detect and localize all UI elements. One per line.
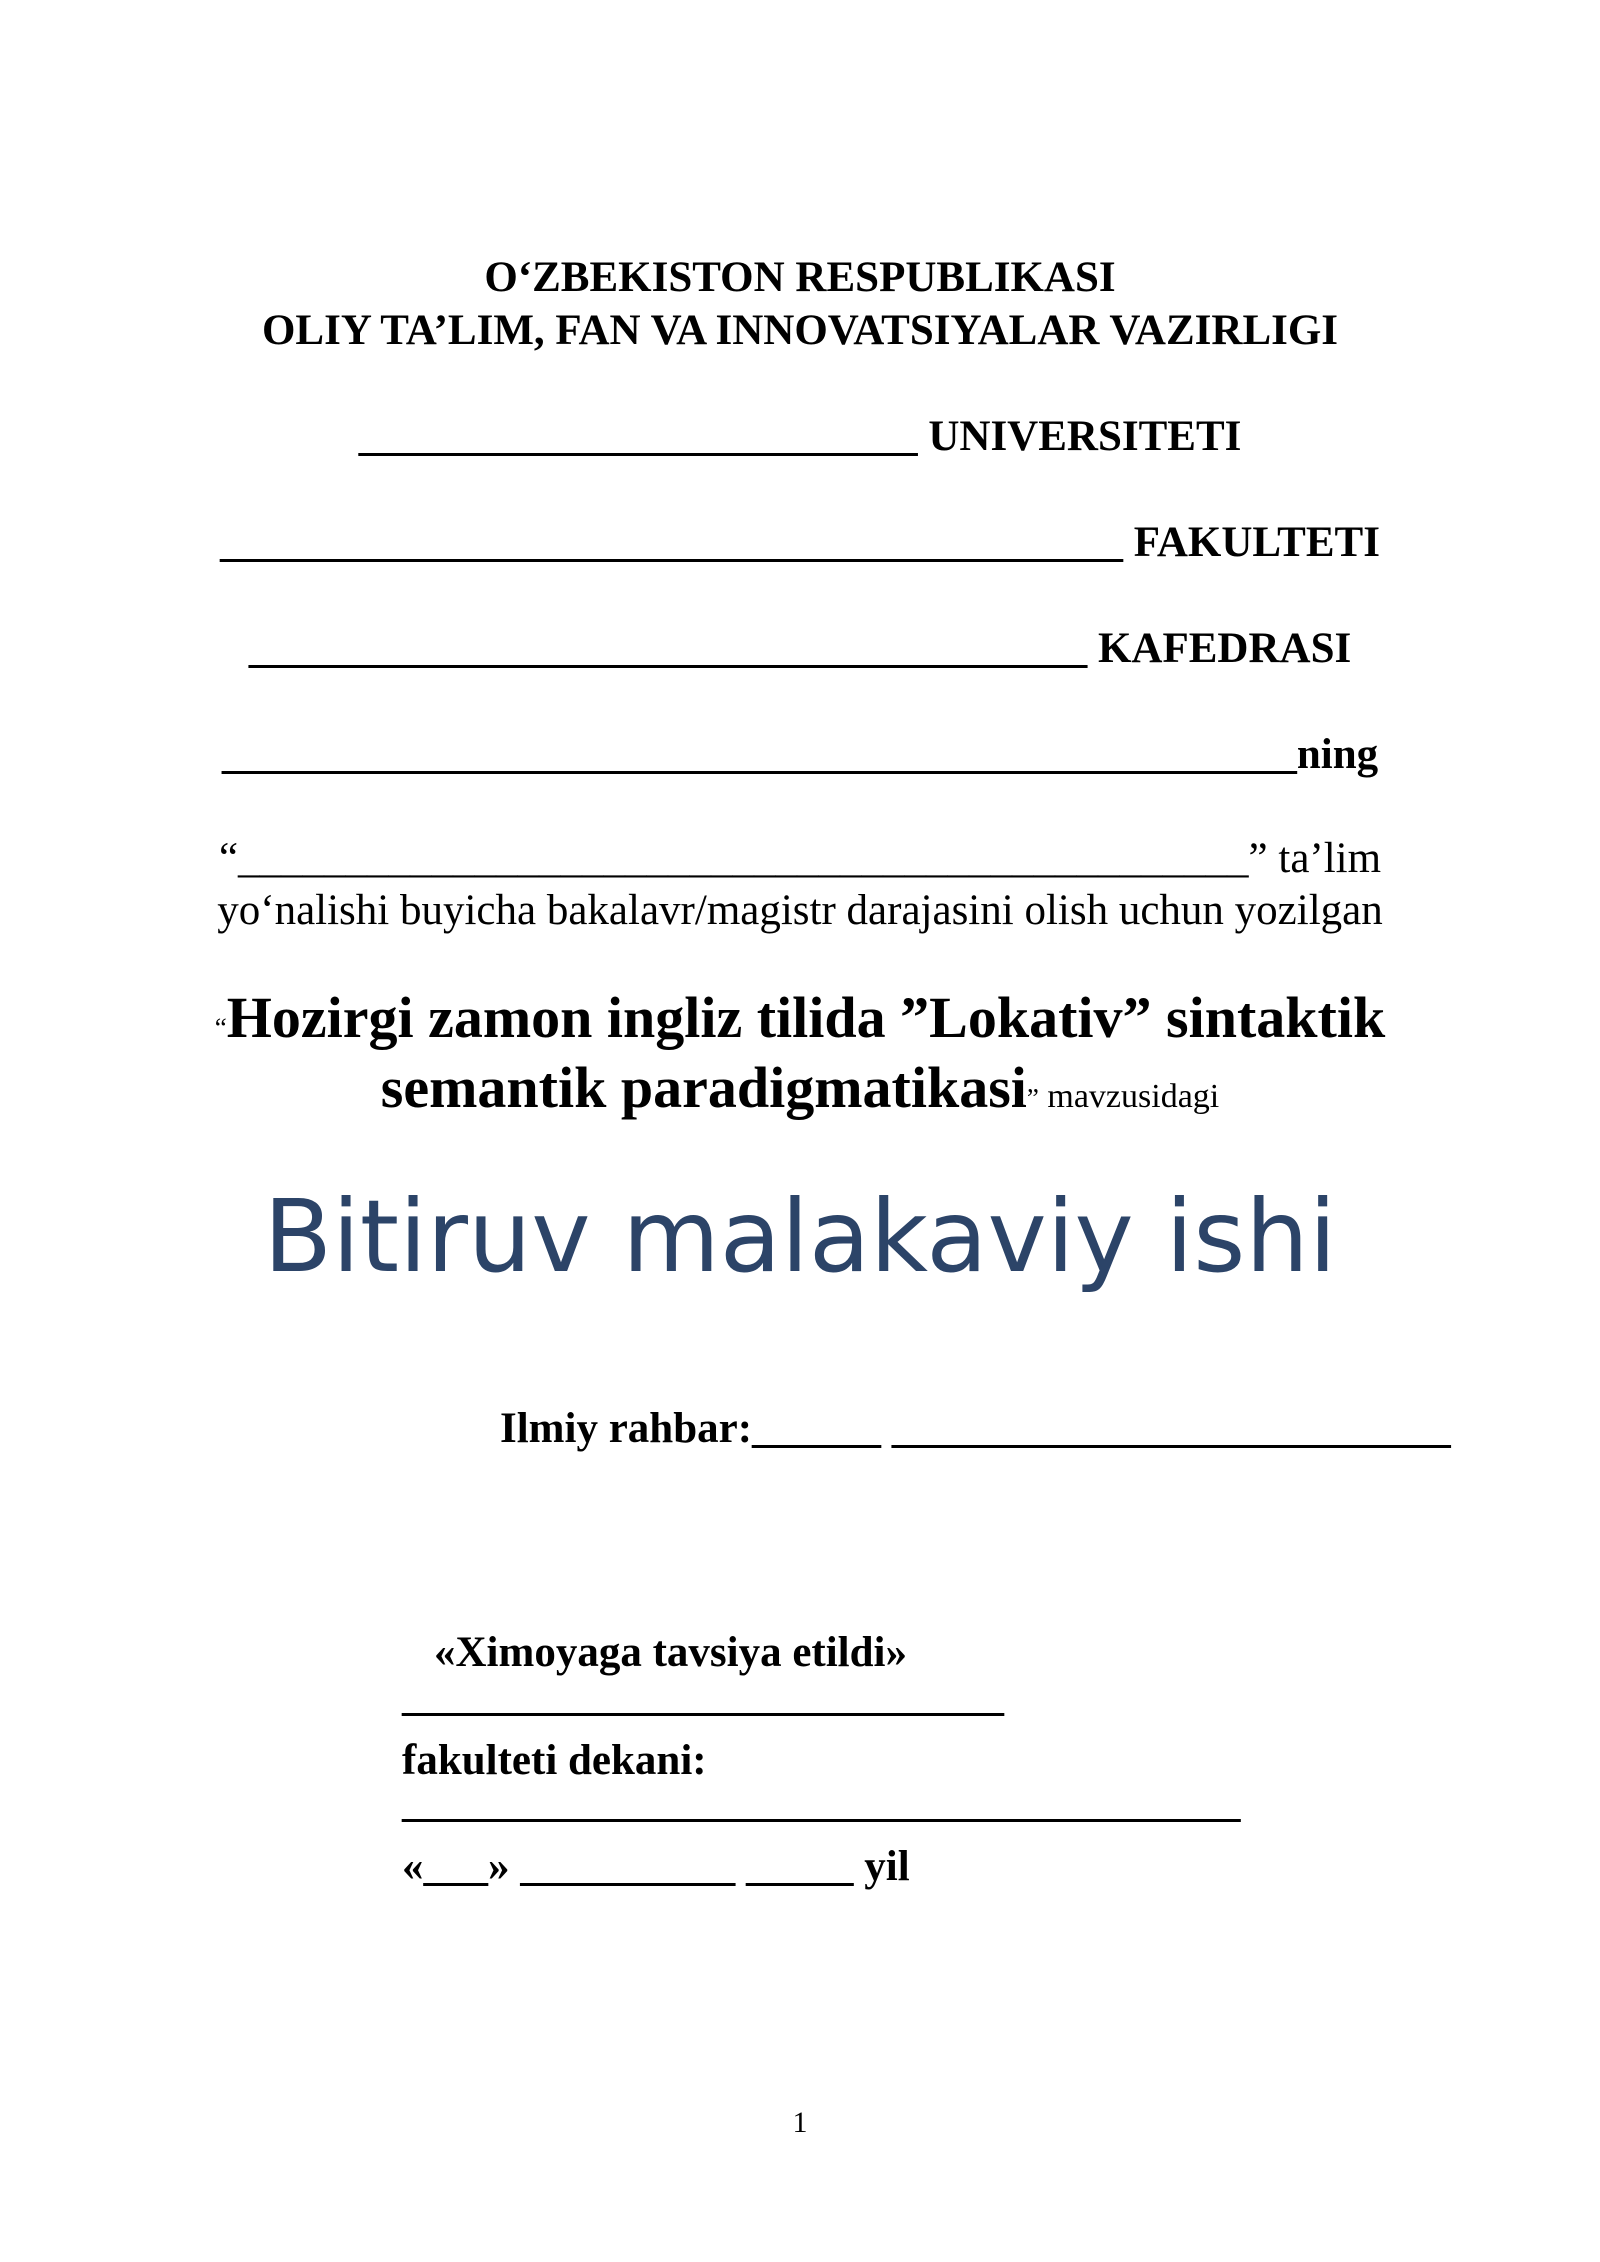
department-label: KAFEDRASI [1087, 625, 1352, 672]
direction-close-text: ” ta’lim [1248, 835, 1382, 882]
recommended-label: «Ximoyaga tavsiya etildi» [434, 1629, 907, 1676]
supervisor-label: Ilmiy rahbar: [500, 1405, 753, 1452]
department-line [0, 624, 1600, 673]
country-text: O‘ZBEKISTON RESPUBLIKASI [484, 254, 1116, 301]
recommended-blank: ____________________________ [402, 1673, 1004, 1720]
topic-title-line-1 [0, 984, 1600, 1051]
ministry-heading [0, 306, 1600, 355]
direction-description: yo‘nalishi buyicha bakalavr/magistr darajasini olish uchun yozilgan [217, 887, 1383, 934]
faculty-blank: __________________________________________ [220, 519, 1124, 566]
topic-suffix: mavzusidagi [1038, 1078, 1220, 1115]
student-line [0, 730, 1600, 779]
topic-close-quote: ” [1026, 1083, 1039, 1113]
university-line [0, 412, 1600, 461]
faculty-label: FAKULTETI [1123, 519, 1380, 566]
student-suffix: ning [1296, 731, 1379, 778]
direction-blank: _______________________________________________ [238, 835, 1249, 882]
university-label: UNIVERSITETI [917, 413, 1242, 460]
department-blank: _______________________________________ [248, 625, 1088, 672]
topic-title-text-2: semantik paradigmatikasi [380, 1055, 1027, 1120]
supervisor-line [500, 1404, 1451, 1453]
direction-line-2 [0, 886, 1600, 935]
work-type-heading: Bitiruv malakaviy ishi [263, 1178, 1337, 1295]
topic-title-text-1: Hozirgi zamon ingliz tilida ”Lokativ” sintaktik [226, 985, 1386, 1050]
dean-label: fakulteti dekani: [402, 1737, 707, 1784]
faculty-line [0, 518, 1600, 567]
direction-open-quote: “ [218, 835, 239, 882]
date-line: «___» __________ _____ yil [402, 1843, 910, 1890]
direction-line [0, 834, 1600, 883]
country-heading [0, 253, 1600, 302]
supervisor-blank: ______ __________________________ [752, 1405, 1451, 1452]
page-number: 1 [792, 2106, 808, 2139]
student-blank: __________________________________________________ [221, 731, 1297, 778]
university-blank: __________________________ [358, 413, 918, 460]
topic-open-quote: “ [214, 1013, 227, 1043]
dean-blank: _______________________________________ [402, 1779, 1241, 1826]
ministry-text: OLIY TA’LIM, FAN VA INNOVATSIYALAR VAZIRLIGI [261, 307, 1339, 354]
topic-title-line-2 [0, 1054, 1600, 1121]
